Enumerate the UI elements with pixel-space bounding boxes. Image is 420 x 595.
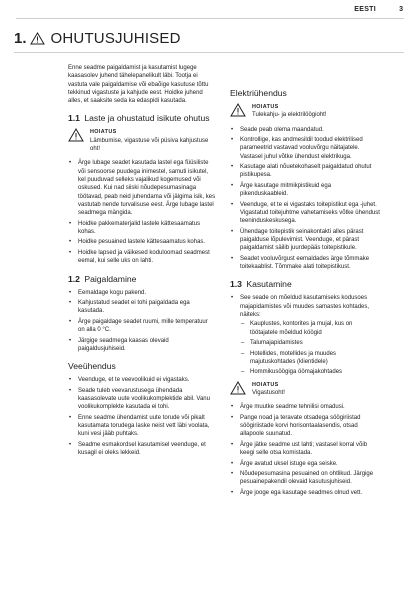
warning-title: HOIATUS — [90, 129, 117, 136]
page-language: EESTI — [354, 6, 376, 13]
list-item: • Kasutage alati nõuetekohaselt paigaldatud ohutut pistikupesa. — [240, 163, 380, 180]
warning-body — [252, 103, 380, 120]
warning-title: HOIATUS — [252, 381, 279, 388]
warning-triangle-icon — [30, 32, 45, 45]
warning-box — [230, 103, 380, 120]
warning-triangle-icon — [68, 128, 84, 142]
list-item: • Pange noad ja teravate otsadega söögiriistad söögiriistade korvi horisontaalasendis, otsad allapoole suunatud. — [240, 414, 380, 439]
list-item: • Veenduge, et te veevoolikuid ei vigastaks. — [78, 376, 216, 384]
list-item-text: See seade on mõeldud kasutamiseks kodusoes majapidamistes või muudes samastes kohtades, näiteks: — [240, 295, 370, 319]
subsection-heading-water-connection: Veeühendus — [68, 361, 116, 372]
section-number: 1.3 — [230, 279, 242, 290]
dash-item: – Kauplustes, kontorites ja mujal, kus on töötajatele mõeldud köögid — [250, 320, 380, 337]
warning-text: Vigastusoht! — [252, 390, 285, 396]
dash-item: – Talumajapidamistes — [250, 339, 380, 347]
list-item: • Seadme esmakordsel kasutamisel veenduge, et kusagil ei oleks lekkeid. — [78, 441, 216, 458]
list-item: • Ühendage toitepistik seinakontakti alles pärast paigalduse lõpulevimist. Veenduge, et pärast paigaldamist säilib juurdepääs toitepistikule. — [240, 228, 380, 253]
page-number: 3 — [399, 6, 403, 13]
warning-triangle-icon — [230, 103, 246, 117]
section-title: Kasutamine — [246, 279, 292, 290]
chapter-title: OHUTUSJUHISED — [50, 30, 181, 47]
dash-list — [240, 320, 380, 376]
list-item: • Ärge kasutage mitmikpistikuid ega pikenduskaableid. — [240, 182, 380, 199]
list-item: • Seade tuleb veevarustusega ühendada kaasasolevate uute voolikukomplektide abil. Vanu voolikukomplekte kasutada ei tohi. — [78, 387, 216, 412]
intro-paragraph: Enne seadme paigaldamist ja kasutamist lugege kaasasolev juhend tähelepanelikult läbi. Tootja ei vastuta vale paigaldamise või ebaõige kasutuse tõttu tekkinud vigastuste ja kahjude eest. Hoidke juhend alles, et saaksite seda ka edaspidi kasutada. — [68, 65, 209, 105]
bullet-list — [230, 126, 380, 272]
list-item: • Järgige seadmega kaasas olevaid paigaldusjuhiseid. — [78, 337, 216, 354]
list-item: • Ärge avatud uksel istuge ega seiske. — [240, 460, 380, 468]
warning-triangle-icon — [230, 381, 246, 395]
chapter-number: 1. — [14, 30, 27, 47]
list-item: • Ärge jätke seadme ust lahti; vastasel korral võib keegi selle otsa komistada. — [240, 441, 380, 458]
list-item — [240, 294, 380, 376]
list-item: • Eemaldage kogu pakend. — [78, 289, 216, 297]
warning-body — [90, 128, 216, 153]
list-item: • Kahjustatud seadet ei tohi paigaldada ega kasutada. — [78, 299, 216, 316]
section-title: Paigaldamine — [84, 273, 137, 284]
bullet-list — [68, 289, 216, 354]
warning-box — [68, 128, 216, 153]
section-title: Laste ja ohustatud isikute ohutus — [84, 113, 210, 124]
warning-text: Lämbumise, vigastuse või püsiva kahjustuse oht! — [90, 137, 209, 153]
list-item: • Hoidke pakkematerjalid lastele kättesaamatus kohas. — [78, 220, 216, 237]
dash-item: – Hommikusöögiga öömajakohtades — [250, 368, 380, 376]
warning-title: HOIATUS — [252, 104, 279, 110]
bullet-list — [68, 159, 216, 265]
chapter-heading — [14, 30, 181, 47]
warning-text: Tulekahju- ja elektrilöögioht! — [252, 112, 327, 119]
list-item: • Seadet vooluvõrgust eemaldades ärge tõmmake toitekaablist. Tõmmake alati toitepistikust. — [240, 255, 380, 272]
section-number: 1.2 — [68, 273, 80, 284]
bullet-list — [230, 294, 380, 376]
section-heading-installation — [68, 274, 216, 284]
warning-body — [252, 381, 380, 398]
bullet-list — [230, 403, 380, 497]
list-item: • Hoidke lapsed ja väikesed koduloomad seadmest eemal, kui selle uks on lahti. — [78, 249, 216, 266]
list-item: • Ärge paigaldage seadet ruumi, mille temperatuur on alla 0 °C. — [78, 318, 216, 335]
chapter-rule — [14, 52, 404, 53]
section-number: 1.1 — [68, 113, 80, 124]
list-item: • Seade peab olema maandatud. — [240, 126, 380, 134]
list-item: • Ärge lubage seadet kasutada lastel ega füüsiliste või sensoorse puudega inimestel, samuti isikutel, kel puuduvad selleks vajalikud kogemused või oskused. Kui nad siiski nõudepesumasinaga töötavad, peab neid juhendama või jälgima isik, kes vastutab nende turvalisuse eest. Ärge lubage lastel seadmega mängida. — [78, 159, 216, 217]
right-column — [230, 64, 380, 501]
list-item: • Hoidke pesuained lastele kättesaamatus kohas. — [78, 238, 216, 246]
section-heading-children-safety — [68, 113, 216, 123]
subsection-heading-electrical: Elektriühendus — [230, 88, 287, 98]
warning-box — [230, 381, 380, 398]
list-item: • Ärge muutke seadme tehnilisi omadusi. — [240, 403, 380, 411]
list-item: • Veenduge, et te ei vigastaks toitepistikut ega -juhet. Vigastatud toitejuhtme vahetamiseks võtke ühendust teeninduskeskusega. — [240, 201, 380, 226]
list-item: • Nõudepesumasina pesuained on ohtlikud. Järgige pesuainepakendil olevaid kasutusjuhiseid. — [240, 470, 380, 487]
list-item: • Enne seadme ühendamist uute torude või pikalt kasutamata torudega laske neist vett läbi voolata, kuni vesi jääb puhtaks. — [78, 414, 216, 439]
list-item: • Kontrollige, kas andmesildil toodud elektrilised parameetrid vastavad vooluvõrgu näitajatele. Vastasel juhul võtke ühendust elektrikuga. — [240, 136, 380, 161]
section-heading-use — [230, 279, 380, 289]
list-item: • Ärge jooge ega kasutage seadmes olnud vett. — [240, 489, 380, 497]
header-rule — [16, 18, 404, 19]
dash-item: – Hotellides, motellides ja muudes majutuskohtades (klientidele) — [250, 350, 380, 367]
bullet-list — [68, 376, 216, 457]
left-column — [68, 64, 216, 461]
